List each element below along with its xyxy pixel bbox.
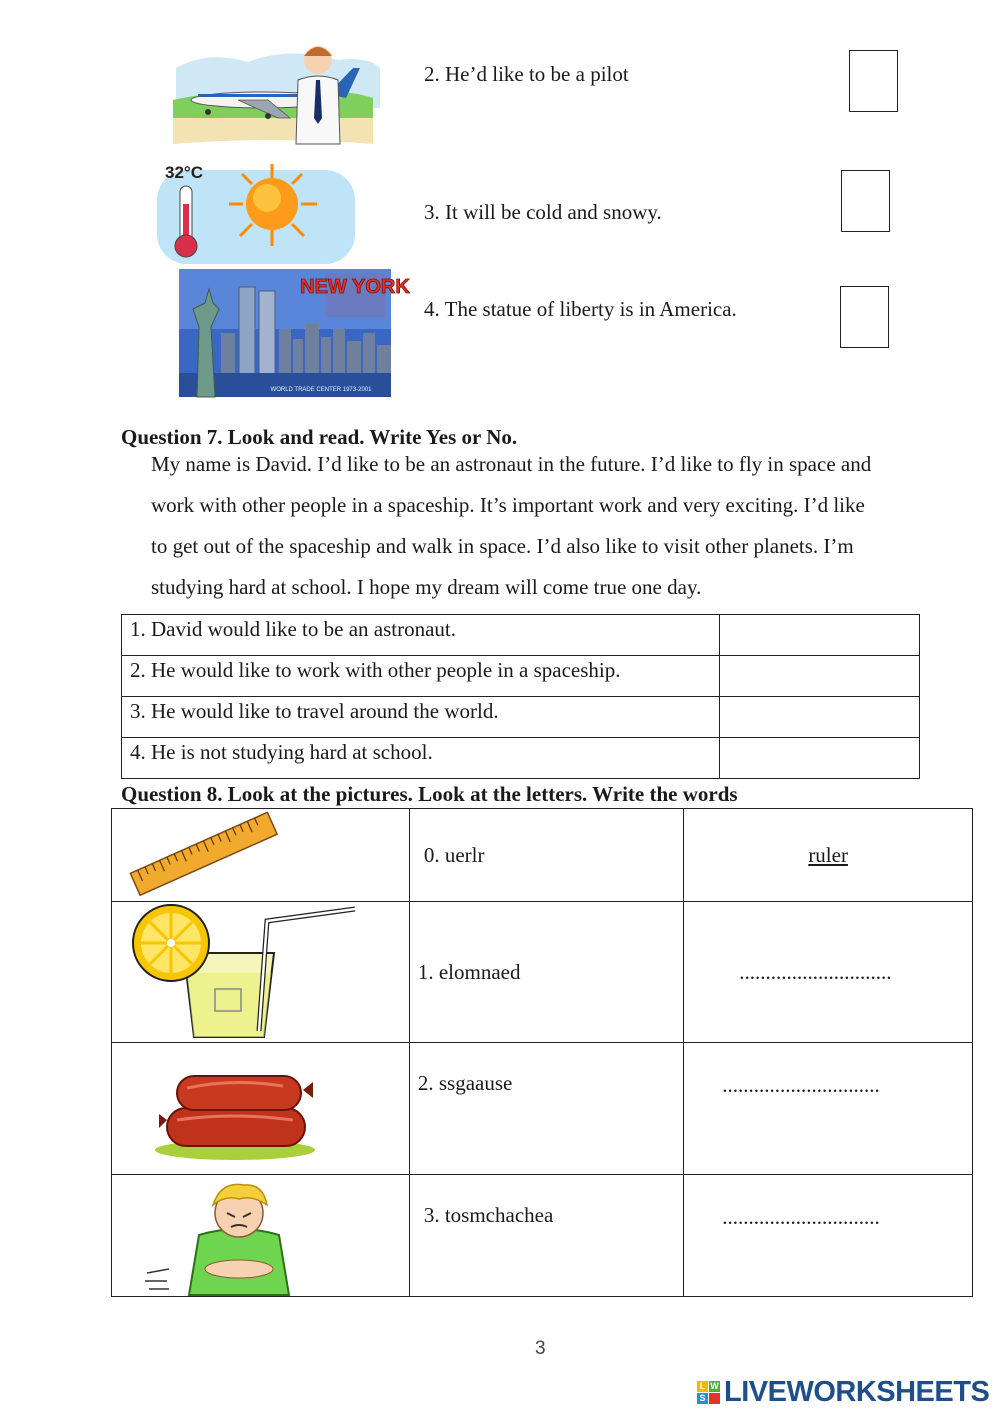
item-sentence: It will be cold and snowy. — [445, 200, 662, 224]
scrambled-letters-cell: 0. uerlr — [409, 809, 683, 902]
yes-no-answer-cell[interactable] — [720, 697, 920, 738]
statement-cell: 4. He is not studying hard at school. — [122, 738, 720, 779]
picture-cell — [112, 902, 410, 1043]
scrambled-letters-cell: 1. elomnaed — [409, 902, 683, 1043]
passage-line: work with other people in a spaceship. It’s important work and very exciting. I’d like — [151, 493, 865, 517]
brand-mark-letter: W — [710, 1381, 719, 1391]
table-row — [122, 697, 920, 738]
word-answer-cell[interactable]: ruler — [684, 809, 973, 902]
table-row — [122, 656, 920, 697]
item-number: 4. — [424, 297, 440, 321]
scrambled-letters-cell: 3. tosmchachea — [409, 1175, 683, 1297]
item-text — [424, 297, 737, 322]
item-text — [424, 200, 662, 225]
page-number: 3 — [535, 1338, 546, 1359]
item-text — [424, 62, 629, 87]
newyork-sign: NEW YORK — [300, 276, 410, 298]
answer-box[interactable] — [849, 50, 898, 112]
ruler-icon — [121, 811, 281, 899]
sausages-icon — [153, 1054, 323, 1164]
statement-cell: 3. He would like to travel around the world. — [122, 697, 720, 738]
table-row — [122, 738, 920, 779]
hot-sun-thermometer-image — [157, 156, 355, 264]
yes-no-answer-cell[interactable] — [720, 615, 920, 656]
yes-no-answer-cell[interactable] — [720, 656, 920, 697]
word-answer-cell[interactable]: .............................. — [684, 1175, 973, 1297]
table-row — [112, 902, 973, 1043]
statement-cell: 2. He would like to work with other people in a spaceship. — [122, 656, 720, 697]
passage-line: to get out of the spaceship and walk in space. I’d also like to visit other planets. I’m — [151, 534, 854, 558]
word-answer-cell[interactable]: .............................. — [684, 1043, 973, 1175]
passage-line: studying hard at school. I hope my dream will come true one day. — [151, 575, 702, 599]
table-row — [112, 809, 973, 902]
picture-cell — [112, 809, 410, 902]
item-sentence: He’d like to be a pilot — [445, 62, 629, 86]
scrambled-letters-cell: 2. ssgaause — [409, 1043, 683, 1175]
table-row — [112, 1175, 973, 1297]
new-york-skyline-image — [179, 269, 410, 397]
table-row — [112, 1043, 973, 1175]
answer-box[interactable] — [841, 170, 890, 232]
picture-cell — [112, 1175, 410, 1297]
yes-no-answer-cell[interactable] — [720, 738, 920, 779]
word-answer-cell[interactable]: ............................. — [684, 902, 973, 1043]
answer-box[interactable] — [840, 286, 889, 348]
stomachache-icon — [143, 1177, 333, 1295]
brand-name: LIVEWORKSHEETS — [724, 1376, 990, 1408]
question7-table — [121, 614, 920, 779]
liveworksheets-logo — [697, 1376, 989, 1409]
temperature-label: 32°C — [165, 163, 203, 182]
statement-cell: 1. David would like to be an astronaut. — [122, 615, 720, 656]
pilot-airplane-image — [168, 38, 380, 146]
brand-mark-square — [709, 1393, 720, 1404]
table-row — [122, 615, 920, 656]
passage-line: My name is David. I’d like to be an astronaut in the future. I’d like to fly in space and — [151, 452, 872, 476]
newyork-caption: WORLD TRADE CENTER 1973-2001 — [270, 387, 372, 393]
item-sentence: The statue of liberty is in America. — [444, 297, 737, 321]
brand-mark-letter: S — [697, 1393, 708, 1404]
lemonade-icon — [119, 903, 369, 1041]
brand-mark-letter: L — [697, 1381, 708, 1392]
question7-title: Question 7. Look and read. Write Yes or No. — [121, 425, 518, 449]
picture-cell — [112, 1043, 410, 1175]
question8-title: Question 8. Look at the pictures. Look at the letters. Write the words — [121, 782, 738, 806]
item-number: 2. — [424, 62, 440, 86]
question8-table — [111, 808, 973, 1297]
item-number: 3. — [424, 200, 440, 224]
brand-mark-icon — [697, 1381, 720, 1404]
question7-passage — [151, 444, 981, 608]
